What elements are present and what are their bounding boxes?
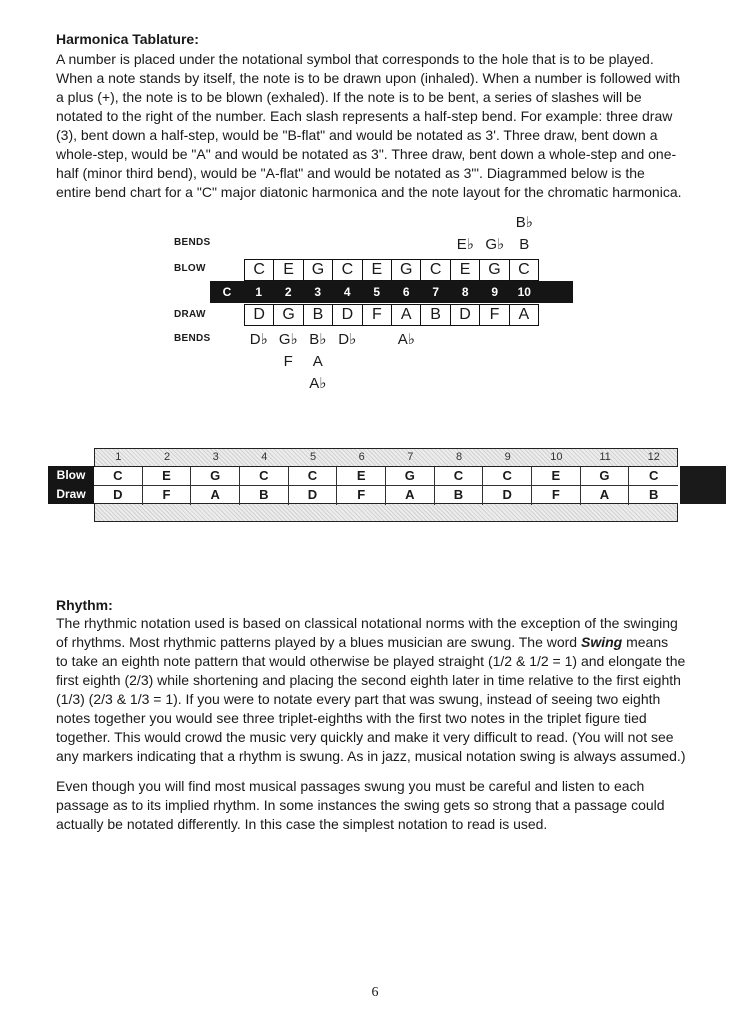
draw-note-5: F — [363, 305, 392, 325]
tablature-heading: Harmonica Tablature: — [56, 31, 199, 47]
blow-label: BLOW — [174, 263, 206, 274]
draw-note-6: A — [392, 305, 421, 325]
draw-bend-hole-6 — [394, 329, 418, 351]
rhythm-line: first eighth (2/3) while shortening and placing the second eighth later in time relative to the first eighth — [56, 672, 681, 688]
bend-note: A♭ — [309, 375, 327, 392]
bend-note: B — [519, 236, 530, 253]
hole-number-4: 4 — [343, 285, 351, 299]
chromatic-blow-note-9: C — [483, 467, 532, 486]
rhythm-line: any markers indicating that a rhythm is swung. As in jazz, musical notation swing is always assumed.) — [56, 748, 686, 764]
blow-note-6: G — [392, 260, 421, 280]
rhythm-line: to take an eighth note pattern that would otherwise be played straight (1/2 & 1/2 = 1) and elongate the — [56, 653, 686, 669]
draw-note-4: D — [333, 305, 362, 325]
hole-number-10: 10 — [517, 285, 531, 299]
chromatic-hole-number-11: 11 — [599, 451, 611, 463]
blow-bend-hole-8 — [453, 234, 477, 256]
chromatic-hole-number-6: 6 — [358, 451, 365, 463]
draw-note-3: B — [304, 305, 333, 325]
chromatic-draw-note-3: A — [191, 486, 240, 505]
hole-number-8: 8 — [461, 285, 469, 299]
hole-number-6: 6 — [402, 285, 410, 299]
draw-note-2: G — [274, 305, 303, 325]
chromatic-hole-number-2: 2 — [163, 451, 171, 463]
chromatic-note-grid — [94, 466, 678, 504]
rhythm-line: passage as to its implied rhythm. In some instances the swing gets so strong that a passage could — [56, 797, 665, 813]
blow-note-9: G — [480, 260, 509, 280]
chromatic-draw-note-9: D — [483, 486, 532, 505]
hole-number-9: 9 — [491, 285, 499, 299]
chromatic-hole-numbers — [94, 450, 678, 464]
hole-number-2: 2 — [284, 285, 292, 299]
chromatic-hole-number-8: 8 — [455, 451, 463, 463]
hole-numbers — [244, 285, 539, 299]
bend-note: A♭ — [397, 331, 415, 348]
chromatic-blow-note-2: E — [143, 467, 192, 486]
chromatic-draw-note-4: B — [240, 486, 289, 505]
blow-note-7: C — [421, 260, 450, 280]
bend-note: G♭ — [278, 331, 298, 348]
draw-note-10: A — [518, 306, 530, 323]
chromatic-draw-note-8: B — [435, 486, 484, 505]
tablature-line: (3), bent down a half-step, would be "B-flat" and would be notated as 3'. Three draw, bent down a — [56, 127, 658, 143]
rhythm-paragraph-1 — [56, 614, 736, 766]
bend-note: B♭ — [515, 214, 533, 231]
chromatic-row-labels — [48, 466, 94, 504]
chromatic-blow-note-10: E — [532, 467, 581, 486]
rhythm-line: actually be notated differently. In this case the simplest notation to read is used. — [56, 816, 548, 832]
swing-emphasis: Swing — [580, 634, 623, 650]
blow-note-2: E — [274, 260, 303, 280]
blow-note-5: E — [363, 260, 392, 280]
chromatic-blow-note-1: C — [94, 467, 143, 486]
bend-note: E♭ — [456, 236, 474, 253]
chromatic-blow-note-4: C — [240, 467, 289, 486]
tablature-line: entire bend chart for a "C" major diatonic harmonica and the note layout for the chromatic harmonica. — [56, 184, 682, 200]
draw-note-8: D — [451, 305, 480, 325]
chromatic-hole-number-7: 7 — [407, 451, 414, 463]
chromatic-draw-note-6: F — [337, 486, 386, 505]
hole-number-5: 5 — [373, 285, 381, 299]
tablature-line: A number is placed under the notational symbol that corresponds to the hole that is to be played. — [56, 51, 654, 67]
tablature-line: whole-step, would be "A" and would be notated as 3". Three draw, bent down a whole-step and one- — [56, 146, 677, 162]
draw-note-7: B — [421, 305, 450, 325]
rhythm-line: Even though you will find most musical passages swung you must be careful and listen to each — [56, 778, 645, 794]
chromatic-draw-note-1: D — [94, 486, 143, 505]
draw-bend-hole-3 — [306, 329, 330, 395]
chromatic-blow-note-5: C — [289, 467, 338, 486]
tablature-line: notated to the right of the number. Each slash represents a half-step bend. For example: three draw — [56, 108, 673, 124]
chromatic-draw-note-2: F — [143, 486, 192, 505]
draw-label: DRAW — [174, 309, 206, 320]
draw-note-1: D — [245, 305, 274, 325]
blow-bend-hole-10 — [512, 212, 536, 256]
chromatic-blow-note-7: G — [386, 467, 435, 486]
chromatic-blow-note-11: G — [581, 467, 630, 486]
tablature-line: half (minor third bend), would be "A-flat" and would be notated as 3"'. Diagrammed below is the — [56, 165, 645, 181]
rhythm-line: The rhythmic notation used is based on classical notational norms with the exception of the swinging — [56, 615, 678, 631]
draw-note-9: F — [480, 305, 509, 325]
blow-bend-hole-9 — [483, 234, 507, 256]
chromatic-hole-number-1: 1 — [115, 451, 122, 463]
tablature-line: When a note stands by itself, the note is to be drawn upon (inhaled). When a number is followed with — [56, 70, 681, 86]
bends-top-label: BENDS — [174, 237, 211, 248]
hole-number-7: 7 — [432, 285, 440, 299]
tablature-paragraph — [56, 50, 736, 202]
hole-number-1: 1 — [255, 285, 263, 299]
rhythm-line: together. This would crowd the music very quickly and make it very difficult to read. (You will not see — [56, 729, 674, 745]
key-label: C — [222, 285, 232, 299]
slide-button — [680, 466, 726, 504]
chromatic-blow-note-6: E — [337, 467, 386, 486]
blow-note-10: C — [518, 261, 530, 278]
chromatic-hole-number-5: 5 — [309, 451, 317, 463]
chromatic-draw-note-10: F — [532, 486, 581, 505]
chromatic-hole-number-9: 9 — [504, 451, 511, 463]
blow-note-4: C — [333, 260, 362, 280]
blow-note-1: C — [245, 260, 274, 280]
chromatic-blow-note-8: C — [435, 467, 484, 486]
draw-bend-hole-2 — [276, 329, 300, 373]
bend-note: F — [283, 353, 293, 370]
chromatic-draw-note-5: D — [289, 486, 338, 505]
draw-bend-hole-4 — [335, 329, 359, 351]
chromatic-draw-label: Draw — [56, 487, 86, 501]
chromatic-draw-note-12: B — [648, 487, 659, 502]
tablature-line: a plus (+), the note is to be blown (exhaled). If the note is to be bent, a series of slashes will be — [56, 89, 642, 105]
rhythm-line: notes together you would see three triplet-eighths with the first two notes in the triplet figure tied — [56, 710, 647, 726]
hole-number-bar — [210, 281, 573, 303]
blow-note-8: E — [451, 260, 480, 280]
bend-note: D♭ — [338, 331, 357, 348]
rhythm-line: (1/3) (2/3 & 1/3 = 1). If you were to notate every part that was swung, instead of seeing two eighth — [56, 691, 661, 707]
bend-note: B♭ — [309, 331, 327, 348]
blow-row — [244, 259, 539, 281]
draw-bend-hole-1 — [247, 329, 271, 351]
bend-note: A — [312, 353, 323, 370]
bend-note: D♭ — [249, 331, 268, 348]
chromatic-hole-number-12: 12 — [647, 451, 660, 463]
chromatic-hole-number-4: 4 — [261, 451, 268, 463]
chromatic-blow-label: Blow — [56, 468, 86, 482]
chromatic-blow-note-12: C — [629, 467, 678, 486]
bends-bottom-label: BENDS — [174, 333, 211, 344]
chromatic-draw-note-11: A — [581, 486, 630, 505]
page-number: 6 — [371, 985, 379, 1000]
chromatic-hole-number-10: 10 — [550, 451, 563, 463]
draw-row — [244, 304, 539, 326]
hole-number-3: 3 — [314, 285, 322, 299]
bend-note: G♭ — [485, 236, 505, 253]
chromatic-hole-number-3: 3 — [212, 451, 219, 463]
chromatic-draw-note-7: A — [386, 486, 435, 505]
blow-note-3: G — [304, 260, 333, 280]
rhythm-paragraph-2 — [56, 777, 736, 834]
rhythm-heading: Rhythm: — [56, 597, 113, 613]
chromatic-blow-note-3: G — [191, 467, 240, 486]
rhythm-line: of rhythms. Most rhythmic patterns played by a blues musician are swung. The word Swing means — [56, 634, 669, 650]
